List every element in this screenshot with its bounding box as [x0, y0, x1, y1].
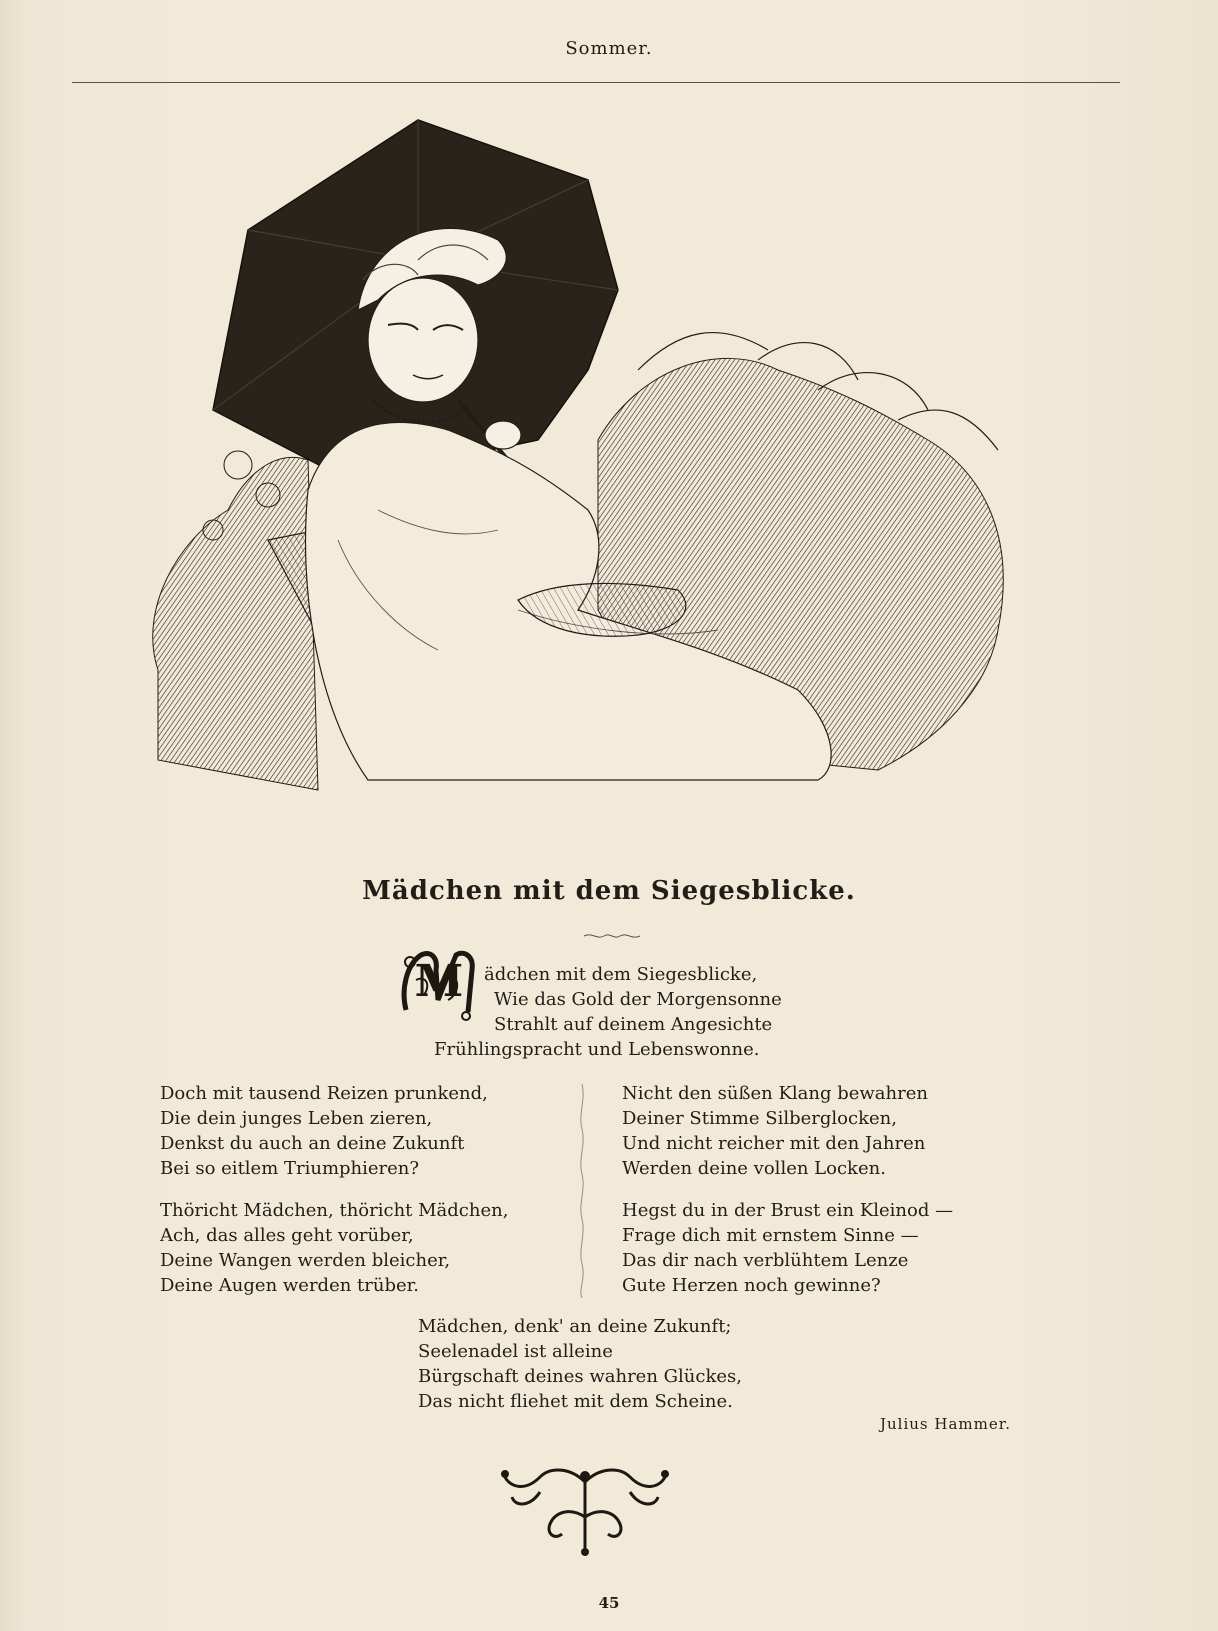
stanza-1-line-1: ädchen mit dem Siegesblicke,	[484, 964, 758, 985]
author-signature: Julius Hammer.	[880, 1415, 1012, 1433]
column-divider	[578, 1084, 586, 1298]
verse-line: Das nicht fliehet mit dem Scheine.	[418, 1391, 733, 1412]
verse-line: Nicht den süßen Klang bewahren	[622, 1083, 928, 1104]
verse-line: Deine Augen werden trüber.	[160, 1275, 419, 1296]
verse-line: Bürgschaft deines wahren Glückes,	[418, 1366, 742, 1387]
running-head: Sommer.	[565, 38, 653, 59]
left-column-stanza-b	[160, 1198, 508, 1298]
verse-line: Denkst du auch an deine Zukunft	[160, 1133, 465, 1154]
verse-line: Mädchen, denk' an deine Zukunft;	[418, 1316, 732, 1337]
stanza-1-line-2: Wie das Gold der Morgensonne	[494, 989, 782, 1010]
stanza-1-line-4: Frühlingspracht und Lebenswonne.	[434, 1039, 760, 1060]
right-column-stanza-a	[622, 1081, 928, 1181]
verse-line: Werden deine vollen Locken.	[622, 1158, 886, 1179]
verse-line: Die dein junges Leben zieren,	[160, 1108, 433, 1129]
verse-line: Und nicht reicher mit den Jahren	[622, 1133, 926, 1154]
verse-line: Bei so eitlem Triumphieren?	[160, 1158, 420, 1179]
verse-line: Deiner Stimme Silberglocken,	[622, 1108, 897, 1129]
left-column-stanza-a	[160, 1081, 488, 1181]
header-rule	[72, 82, 1120, 83]
stanza-1	[434, 962, 782, 1062]
right-column-stanza-b	[622, 1198, 953, 1298]
engraving-woman-with-parasol	[118, 110, 1078, 820]
stanza-1-line-3: Strahlt auf deinem Angesichte	[494, 1014, 773, 1035]
page-number: 45	[598, 1594, 620, 1612]
verse-line: Doch mit tausend Reizen prunkend,	[160, 1083, 488, 1104]
verse-line: Gute Herzen noch gewinne?	[622, 1275, 881, 1296]
verse-line: Ach, das alles geht vorüber,	[160, 1225, 414, 1246]
bush-left	[153, 451, 318, 790]
verse-line: Thöricht Mädchen, thöricht Mädchen,	[160, 1200, 509, 1221]
verse-line: Frage dich mit ernstem Sinne —	[622, 1225, 919, 1246]
verse-line: Das dir nach verblühtem Lenze	[622, 1250, 909, 1271]
final-stanza	[418, 1314, 742, 1414]
verse-line: Hegst du in der Brust ein Kleinod —	[622, 1200, 954, 1221]
drop-cap-letter: M	[414, 956, 464, 1007]
tailpiece-ornament	[500, 1462, 670, 1558]
title-flourish	[582, 930, 642, 942]
poem-title: Mädchen mit dem Siegesblicke.	[362, 876, 856, 906]
verse-line: Deine Wangen werden bleicher,	[160, 1250, 451, 1271]
verse-line: Seelenadel ist alleine	[418, 1341, 613, 1362]
